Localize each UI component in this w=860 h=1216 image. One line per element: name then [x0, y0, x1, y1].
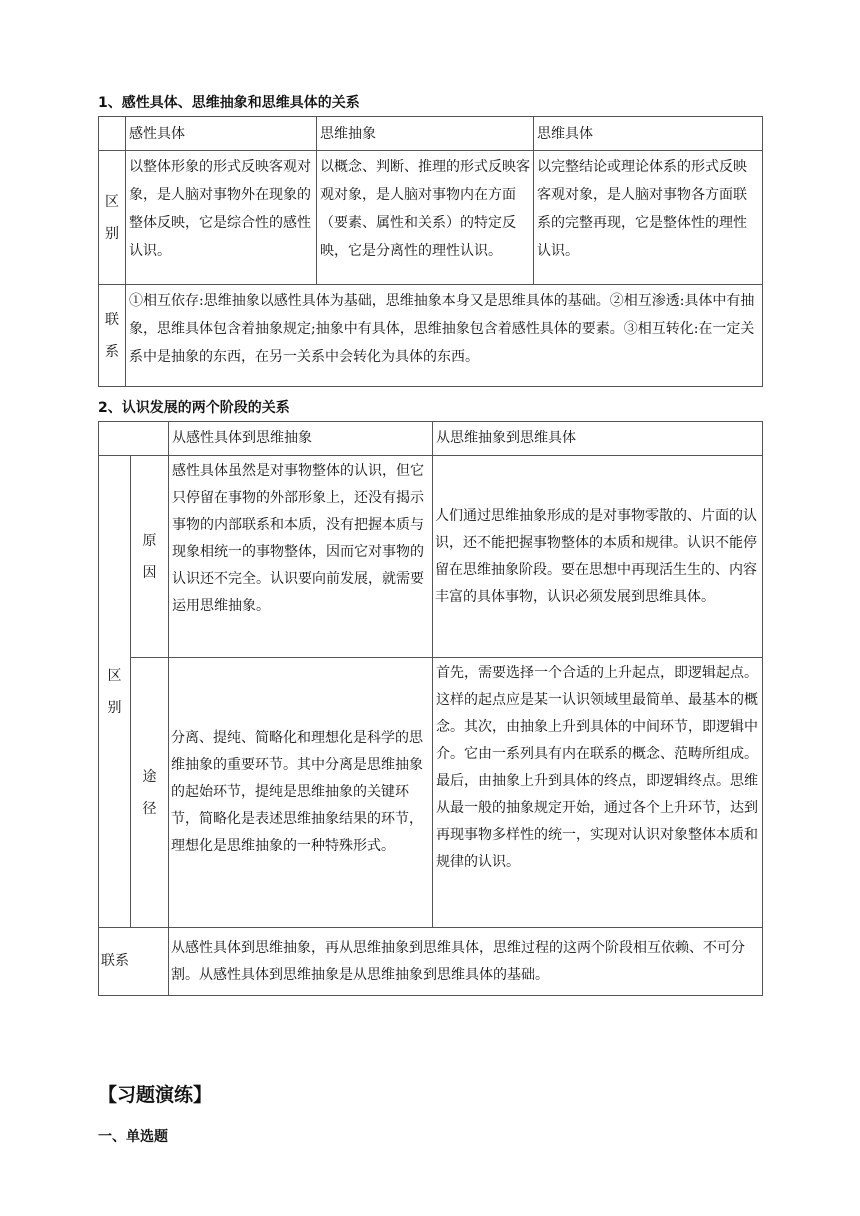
table2-reason-cell: 感性具体虽然是对事物整体的认识，但它只停留在事物的外部形象上，还没有揭示事物的内部联系和本质，没有把握本质与现象相统一的事物整体，因而它对事物的认识还不完全。认识要向前发展，就需要运用思维抽象。	[169, 456, 433, 658]
table2-header-row	[99, 422, 763, 456]
table1-header-cell: 思维抽象	[317, 117, 534, 151]
table2-header-cell: 从思维抽象到思维具体	[433, 422, 763, 456]
table2-reason-cell: 人们通过思维抽象形成的是对事物零散的、片面的认识，还不能把握事物整体的本质和规律。认识不能停留在思维抽象阶段。要在思想中再现活生生的、内容丰富的具体事物，认识必须发展到思维具体。	[433, 456, 763, 658]
table1-corner-cell	[99, 117, 126, 151]
table1-link-label: 联系	[99, 285, 126, 387]
table1-diff-label: 区别	[99, 151, 126, 285]
table2-corner-cell	[99, 422, 169, 456]
table2-path-row	[99, 658, 763, 928]
section2-title: 2、认识发展的两个阶段的关系	[98, 400, 290, 416]
table2-reason-row	[99, 456, 763, 658]
table1-header-cell: 感性具体	[126, 117, 317, 151]
table1-link-cell: ①相互依存:思维抽象以感性具体为基础，思维抽象本身又是思维具体的基础。②相互渗透:具体中有抽象，思维具体包含着抽象规定;抽象中有具体，思维抽象包含着感性具体的要素。③相互转化:在一定关系中是抽象的东西，在另一关系中会转化为具体的东西。	[126, 285, 763, 387]
table1-header-cell: 思维具体	[534, 117, 763, 151]
table2-link-label: 联系	[99, 928, 169, 996]
exercise-title: 【习题演练】	[98, 1084, 213, 1106]
table1-diff-cell: 以整体形象的形式反映客观对象，是人脑对事物外在现象的整体反映，它是综合性的感性认识。	[126, 151, 317, 285]
table1-diff-cell: 以完整结论或理论体系的形式反映客观对象，是人脑对事物各方面联系的完整再现，它是整体性的理性认识。	[534, 151, 763, 285]
table2-diff-label: 区别	[99, 456, 131, 928]
section1-title: 1、感性具体、思维抽象和思维具体的关系	[98, 95, 360, 111]
table2-reason-label: 原因	[131, 456, 169, 658]
table2-path-cell: 首先，需要选择一个合适的上升起点，即逻辑起点。这样的起点应是某一认识领域里最简单、最基本的概念。其次，由抽象上升到具体的中间环节，即逻辑中介。它由一系列具有内在联系的概念、范畴所组成。最后，由抽象上升到具体的终点，即逻辑终点。思维从最一般的抽象规定开始，通过各个上升环节，达到再现事物多样性的统一，实现对认识对象整体本质和规律的认识。	[433, 658, 763, 928]
table1-diff-row	[99, 151, 763, 285]
table1-diff-cell: 以概念、判断、推理的形式反映客观对象，是人脑对事物内在方面（要素、属性和关系）的特定反映，它是分离性的理性认识。	[317, 151, 534, 285]
table2-path-cell: 分离、提纯、简略化和理想化是科学的思维抽象的重要环节。其中分离是思维抽象的起始环节，提纯是思维抽象的关键环节，简略化是表述思维抽象结果的环节，理想化是思维抽象的一种特殊形式。	[169, 658, 433, 928]
table2-header-cell: 从感性具体到思维抽象	[169, 422, 433, 456]
table1-header-row	[99, 117, 763, 151]
table2-link-cell: 从感性具体到思维抽象，再从思维抽象到思维具体，思维过程的这两个阶段相互依赖、不可分割。从感性具体到思维抽象是从思维抽象到思维具体的基础。	[169, 928, 763, 996]
table2-link-row	[99, 928, 763, 996]
exercise-subtitle: 一、单选题	[98, 1129, 168, 1145]
relation-table-1	[98, 116, 763, 387]
table1-link-row	[99, 285, 763, 387]
table2-path-label: 途径	[131, 658, 169, 928]
relation-table-2	[98, 421, 763, 996]
